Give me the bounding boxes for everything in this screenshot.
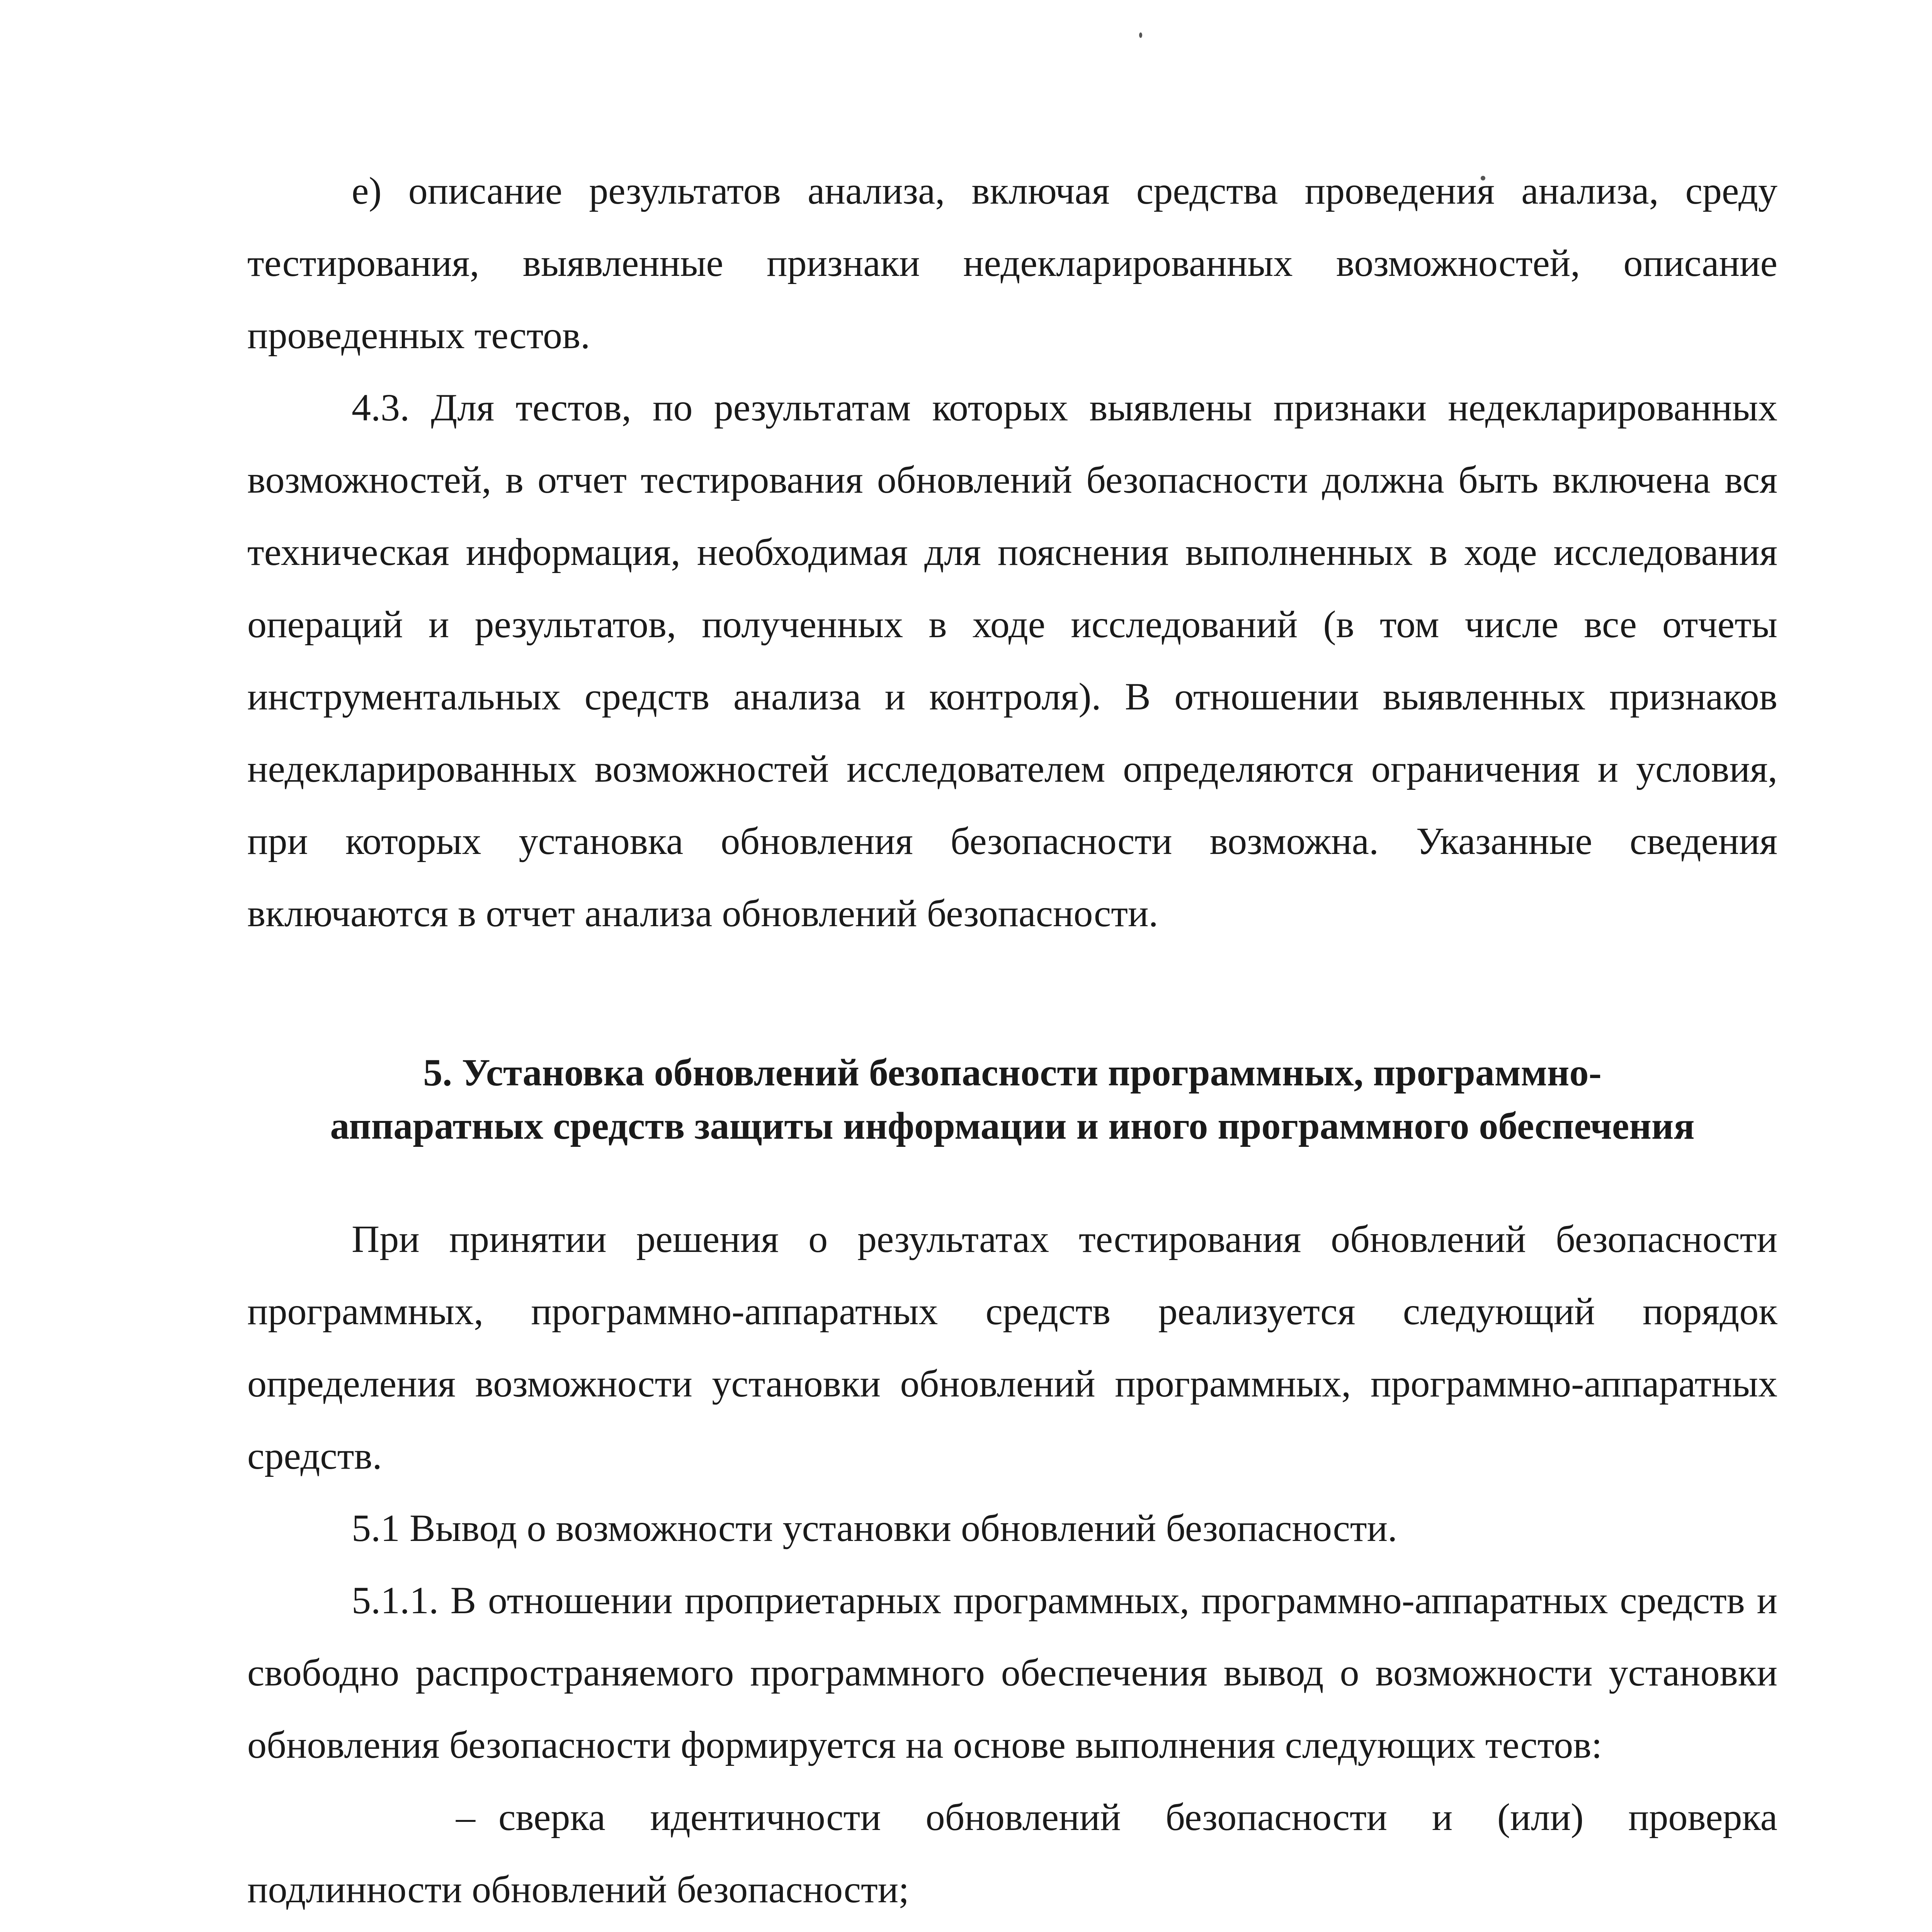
section-heading (247, 1046, 1777, 1153)
list-item-text: сверка идентичности обновлений безопасности и (или) проверка подлинности обновлений безопасности; (247, 1796, 1777, 1911)
document-body (247, 155, 1777, 1932)
scan-speck (1139, 32, 1142, 38)
dash-bullet: – (456, 1796, 475, 1838)
list-item (247, 1925, 1777, 1932)
paragraph-5-1: 5.1 Вывод о возможности установки обновлений безопасности. (352, 1507, 1398, 1549)
section-heading-line-2: аппаратных средств защиты информации и иного программного обеспечения (330, 1104, 1695, 1147)
section-heading-line-1: 5. Установка обновлений безопасности программных, программно- (423, 1051, 1602, 1094)
paragraph-intro: При принятии решения о результатах тестирования обновлений безопасности программных, программно-аппаратных средств реализуется следующий порядок определения возможности установки обновлений программных, программно-аппаратных средств. (247, 1218, 1777, 1477)
paragraph-e: е) описание результатов анализа, включая средства проведения анализа, среду тестирования, выявленные признаки недекларированных возможностей, описание проведенных тестов. (247, 169, 1777, 357)
dash-bullet (352, 1925, 475, 1932)
paragraph-4-3: 4.3. Для тестов, по результатам которых выявлены признаки недекларированных возможностей, в отчет тестирования обновлений безопасности должна быть включена вся техническая информация, необходимая для пояснения выполненных в ходе исследования операций и результатов, полученных в ходе исследований (в том числе все отчеты инструментальных средств анализа и контроля). В отношении выявленных признаков недекларированных возможностей исследователем определяются ограничения и условия, при которых установка обновления безопасности возможна. Указанные сведения включаются в отчет анализа обновлений безопасности. (247, 386, 1777, 935)
paragraph-5-1-1: 5.1.1. В отношении проприетарных программных, программно-аппаратных средств и свободно распространяемого программного обеспечения вывод о возможности установки обновления безопасности формируется на основе выполнения следующих тестов: (247, 1579, 1777, 1766)
list-item (247, 1781, 1777, 1925)
